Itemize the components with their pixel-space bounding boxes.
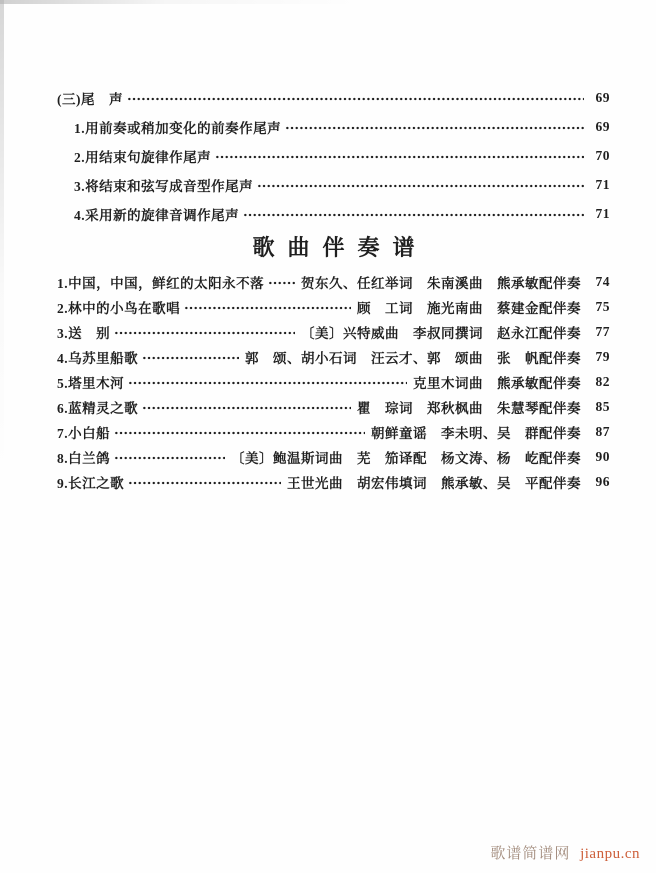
song-credits: 〔美〕兴特威曲 李叔同撰词 赵永江配伴奏 [301,325,581,341]
page-number: 74 [595,273,610,289]
page-number: 79 [595,348,610,364]
song-item [57,294,610,319]
song-title: 7.小白船 [57,425,111,441]
page-number: 70 [595,147,610,163]
section-title: 歌曲伴奏谱 [252,235,428,260]
dot-leader [142,355,239,361]
scan-edge-left [0,0,4,480]
page-number: 85 [595,398,610,414]
song-credits: 贺东久、任红举词 朱南溪曲 熊承敏配伴奏 [301,275,581,291]
song-credits: 克里木词曲 熊承敏配伴奏 [413,375,581,391]
page-number: 96 [595,473,610,489]
dot-leader [128,380,407,386]
watermark-site-name: 歌谱简谱网 [490,846,571,862]
song-item [57,419,610,444]
song-item [57,394,610,419]
page-number: 75 [595,298,610,314]
dot-leader [243,212,584,218]
toc-item [57,141,610,170]
song-credits: 郭 颂、胡小石词 汪云才、郭 颂曲 张 帆配伴奏 [245,350,581,366]
dot-leader [285,125,584,131]
song-item [57,319,610,344]
page-number: 71 [595,176,610,192]
song-title: 9.长江之歌 [57,475,125,491]
song-title: 5.塔里木河 [57,375,125,391]
song-title: 6.蓝精灵之歌 [57,400,139,416]
watermark-site-url: jianpu.cn [580,846,640,862]
page-number: 69 [595,89,610,105]
song-item [57,369,610,394]
dot-leader [127,96,584,102]
song-item [57,444,610,469]
page-number: 90 [595,448,610,464]
toc-heading-row [57,83,610,112]
toc-item-label: 2.用结束句旋律作尾声 [74,149,212,165]
song-credits: 〔美〕鲍温斯词曲 芜 笳译配 杨文涛、杨 屹配伴奏 [231,450,581,466]
toc-item [57,199,610,228]
site-watermark [490,842,640,863]
page-number: 77 [595,323,610,339]
toc-item [57,170,610,199]
dot-leader [128,480,281,486]
song-credits: 瞿 琮词 郑秋枫曲 朱慧琴配伴奏 [357,400,581,416]
song-credits: 朝鲜童谣 李未明、吴 群配伴奏 [371,425,581,441]
dot-leader [215,154,584,160]
dot-leader [114,330,295,336]
song-title: 8.白兰鸽 [57,450,111,466]
song-item [57,469,610,494]
page-number: 82 [595,373,610,389]
song-item [57,344,610,369]
page-number: 87 [595,423,610,439]
toc-content [57,83,610,494]
dot-leader [257,183,584,189]
page-number: 69 [595,118,610,134]
dot-leader [114,430,365,436]
page-number: 71 [595,205,610,221]
toc-item-label: 3.将结束和弦写成音型作尾声 [74,178,254,194]
toc-heading-label: (三)尾 声 [57,91,123,107]
dot-leader [114,455,225,461]
dot-leader [268,280,295,286]
toc-item [57,112,610,141]
song-credits: 王世光曲 胡宏伟填词 熊承敏、吴 平配伴奏 [287,475,581,491]
song-credits: 顾 工词 施光南曲 蔡建金配伴奏 [357,300,581,316]
dot-leader [184,305,351,311]
dot-leader [142,405,351,411]
song-item [57,269,610,294]
toc-item-label: 1.用前奏或稍加变化的前奏作尾声 [74,120,282,136]
song-title: 1.中国，中国，鲜红的太阳永不落 [57,275,265,291]
toc-item-label: 4.采用新的旋律音调作尾声 [74,207,240,223]
song-title: 2.林中的小鸟在歌唱 [57,300,181,316]
scan-edge-top [0,0,656,4]
song-title: 4.乌苏里船歌 [57,350,139,366]
song-title: 3.送 别 [57,325,111,341]
